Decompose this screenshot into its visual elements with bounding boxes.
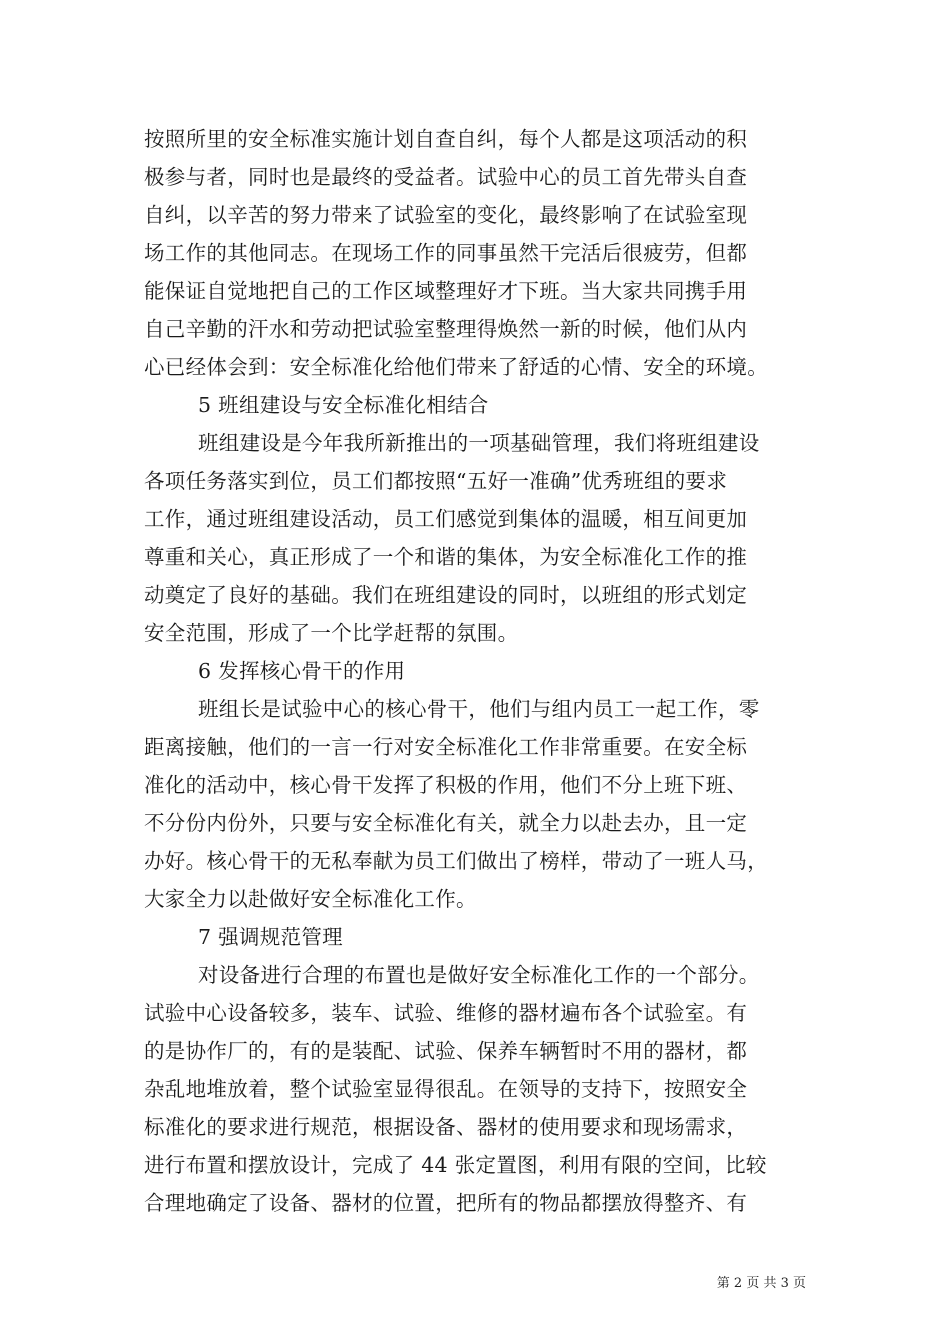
paragraph-line: 尊重和关心，真正形成了一个和谐的集体，为安全标准化工作的推 bbox=[144, 545, 748, 569]
paragraph-first-line: 班组建设是今年我所新推出的一项基础管理，我们将班组建设 bbox=[198, 431, 760, 455]
paragraph-line: 场工作的其他同志。在现场工作的同事虽然干完活后很疲劳，但都 bbox=[144, 241, 748, 265]
page-number-footer: 第 2 页 共 3 页 bbox=[716, 1276, 806, 1291]
paragraph-line: 大家全力以赴做好安全标准化工作。 bbox=[144, 887, 477, 911]
paragraph-line: 按照所里的安全标准实施计划自查自纠，每个人都是这项活动的积 bbox=[144, 127, 748, 151]
paragraph-line: 准化的活动中，核心骨干发挥了积极的作用，他们不分上班下班、 bbox=[144, 773, 748, 797]
paragraph-line: 动奠定了良好的基础。我们在班组建设的同时，以班组的形式划定 bbox=[144, 583, 748, 607]
paragraph-line: 安全范围，形成了一个比学赶帮的氛围。 bbox=[144, 621, 519, 645]
document-body bbox=[144, 120, 824, 1222]
paragraph-first-line: 对设备进行合理的布置也是做好安全标准化工作的一个部分。 bbox=[198, 963, 760, 987]
paragraph-line: 心已经体会到：安全标准化给他们带来了舒适的心情、安全的环境。 bbox=[144, 355, 768, 379]
paragraph-line: 自纠，以辛苦的努力带来了试验室的变化，最终影响了在试验室现 bbox=[144, 203, 748, 227]
paragraph-line: 极参与者，同时也是最终的受益者。试验中心的员工首先带头自查 bbox=[144, 165, 748, 189]
paragraph-line: 的是协作厂的，有的是装配、试验、保养车辆暂时不用的器材，都 bbox=[144, 1039, 748, 1063]
paragraph-line: 能保证自觉地把自己的工作区域整理好才下班。当大家共同携手用 bbox=[144, 279, 748, 303]
paragraph-line: 合理地确定了设备、器材的位置，把所有的物品都摆放得整齐、有 bbox=[144, 1191, 748, 1215]
paragraph-line: 试验中心设备较多，装车、试验、维修的器材遍布各个试验室。有 bbox=[144, 1001, 748, 1025]
paragraph-line: 工作，通过班组建设活动，员工们感觉到集体的温暖，相互间更加 bbox=[144, 507, 748, 531]
paragraph-first-line: 班组长是试验中心的核心骨干，他们与组内员工一起工作，零 bbox=[198, 697, 760, 721]
paragraph-line: 杂乱地堆放着，整个试验室显得很乱。在领导的支持下，按照安全 bbox=[144, 1077, 748, 1101]
paragraph-line: 不分份内份外，只要与安全标准化有关，就全力以赴去办，且一定 bbox=[144, 811, 748, 835]
paragraph-line: 距离接触，他们的一言一行对安全标准化工作非常重要。在安全标 bbox=[144, 735, 748, 759]
paragraph-line: 标准化的要求进行规范，根据设备、器材的使用要求和现场需求， bbox=[144, 1115, 748, 1139]
paragraph-line: 自己辛勤的汗水和劳动把试验室整理得焕然一新的时候，他们从内 bbox=[144, 317, 748, 341]
section-heading-6: 6 发挥核心骨干的作用 bbox=[198, 659, 406, 683]
paragraph-line: 进行布置和摆放设计，完成了 44 张定置图，利用有限的空间，比较 bbox=[144, 1153, 767, 1177]
paragraph-line: 办好。核心骨干的无私奉献为员工们做出了榜样，带动了一班人马， bbox=[144, 849, 768, 873]
paragraph-line: 各项任务落实到位，员工们都按照“五好一准确”优秀班组的要求 bbox=[144, 469, 728, 493]
section-heading-7: 7 强调规范管理 bbox=[198, 925, 343, 949]
section-heading-5: 5 班组建设与安全标准化相结合 bbox=[198, 393, 489, 417]
